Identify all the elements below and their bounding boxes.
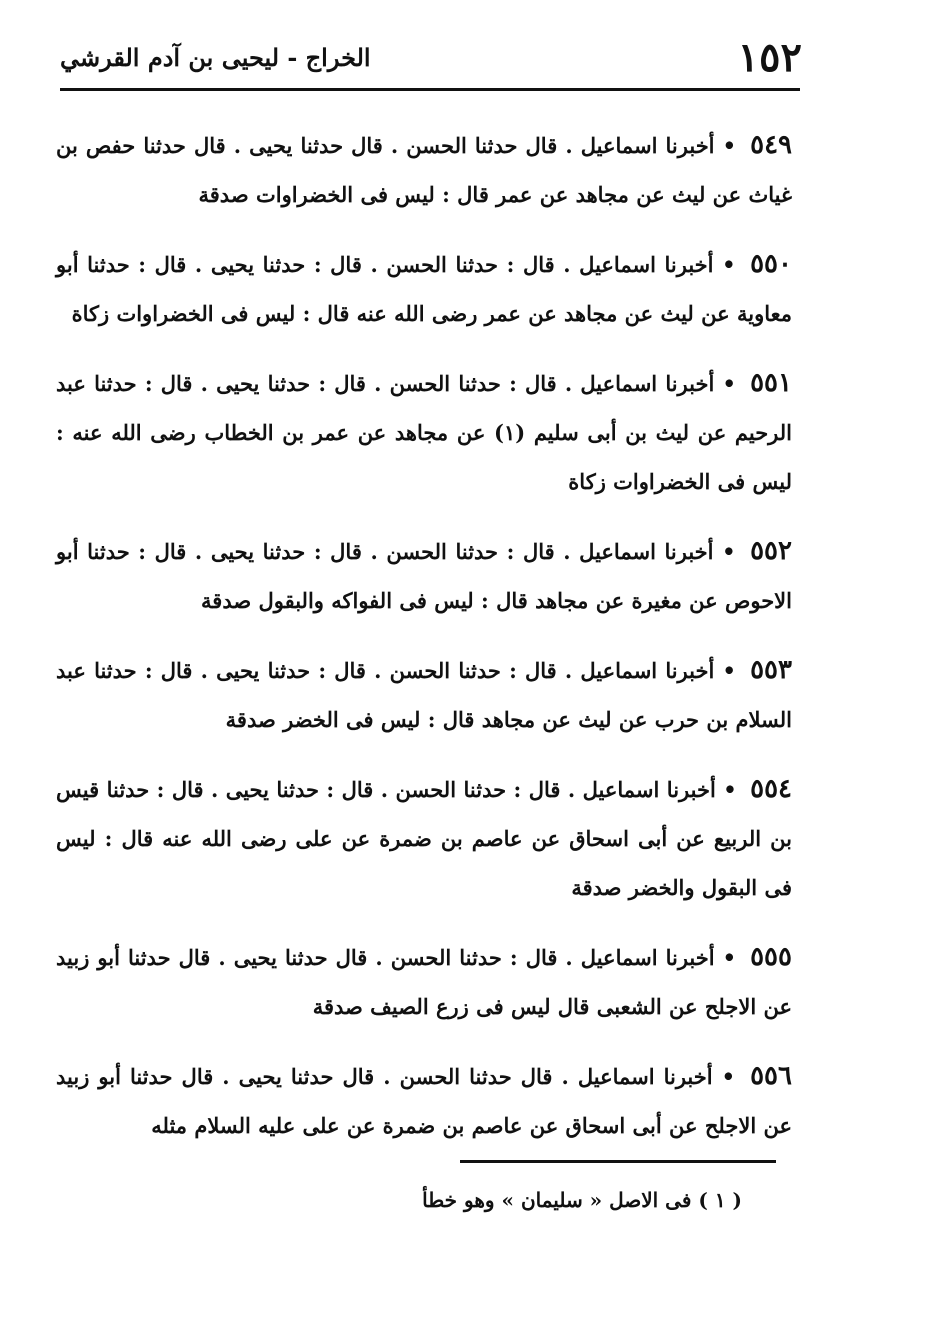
header-rule bbox=[60, 88, 800, 91]
entry-number: ٥٥٦ bbox=[750, 1061, 792, 1091]
footnote: ( ١ ) فى الاصل « سليمان » وهو خطأ bbox=[422, 1188, 742, 1212]
hadith-entry-554: ٥٥٤ • أخبرنا اسماعيل . قال : حدثنا الحسن . قال : حدثنا يحيى . قال : حدثنا قيس بن الربيع عن أبى اسحاق عن عاصم بن ضمرة عن على رضى الله عنه قال : ليس فى البقول والخضر صدقة bbox=[56, 774, 793, 900]
entry-text: أخبرنا اسماعيل . قال : حدثنا الحسن . قال : حدثنا يحيى . قال : حدثنا قيس بن الربيع عن أبى اسحاق عن عاصم بن ضمرة عن على رضى الله عنه قال : ليس فى البقول والخضر صدقة bbox=[56, 777, 792, 900]
entry-number: ٥٥١ bbox=[750, 368, 792, 398]
hadith-entry-555: ٥٥٥ • أخبرنا اسماعيل . قال : حدثنا الحسن . قال حدثنا يحيى . قال حدثنا أبو زبيد عن الاجلح عن الشعبى قال ليس فى زرع الصيف صدقة bbox=[56, 942, 792, 1019]
entry-number: ٥٥٤ bbox=[750, 774, 793, 804]
entry-text: أخبرنا اسماعيل . قال : حدثنا الحسن . قال : حدثنا يحيى . قال : حدثنا عبد السلام بن حرب عن ليث عن مجاهد قال : ليس فى الخضر صدقة bbox=[56, 658, 792, 732]
entry-text: أخبرنا اسماعيل . قال : حدثنا الحسن . قال : حدثنا يحيى . قال : حدثنا عبد الرحيم عن ليث بن أبى سليم (١) عن مجاهد عن عمر بن الخطاب رضى الله عنه : ليس فى الخضراوات زكاة bbox=[56, 371, 792, 494]
hadith-entry-551: ٥٥١ • أخبرنا اسماعيل . قال : حدثنا الحسن . قال : حدثنا يحيى . قال : حدثنا عبد الرحيم عن ليث بن أبى سليم (١) عن مجاهد عن عمر بن الخطاب رضى الله عنه : ليس فى الخضراوات زكاة bbox=[56, 368, 792, 494]
hadith-entry-550: ٥٥٠ • أخبرنا اسماعيل . قال : حدثنا الحسن . قال : حدثنا يحيى . قال : حدثنا أبو معاوية عن ليث عن مجاهد عن عمر رضى الله عنه قال : ليس فى الخضراوات زكاة bbox=[56, 249, 792, 326]
running-title: الخراج - ليحيى بن آدم القرشي bbox=[60, 42, 371, 72]
hadith-entry-549: ٥٤٩ • أخبرنا اسماعيل . قال حدثنا الحسن . قال حدثنا يحيى . قال حدثنا حفص بن غياث عن ليث عن مجاهد عن عمر قال : ليس فى الخضراوات صدقة bbox=[56, 130, 793, 207]
entry-number: ٥٥٢ bbox=[750, 536, 792, 566]
entry-text: أخبرنا اسماعيل . قال : حدثنا الحسن . قال : حدثنا يحيى . قال : حدثنا أبو معاوية عن ليث عن مجاهد عن عمر رضى الله عنه قال : ليس فى الخضراوات زكاة bbox=[56, 252, 792, 326]
hadith-entry-556: ٥٥٦ • أخبرنا اسماعيل . قال حدثنا الحسن . قال حدثنا يحيى . قال حدثنا أبو زبيد عن الاجلح عن أبى اسحاق عن عاصم بن ضمرة عن على عليه السلام مثله bbox=[56, 1061, 792, 1138]
hadith-list bbox=[56, 100, 792, 1156]
entry-text: أخبرنا اسماعيل . قال : حدثنا الحسن . قال : حدثنا يحيى . قال : حدثنا أبو الاحوص عن مغيرة عن مجاهد قال : ليس فى الفواكه والبقول صدقة bbox=[56, 539, 792, 613]
entry-number: ٥٥٣ bbox=[750, 655, 792, 685]
entry-number: ٥٥٠ bbox=[750, 249, 792, 279]
entry-text: أخبرنا اسماعيل . قال : حدثنا الحسن . قال حدثنا يحيى . قال حدثنا أبو زبيد عن الاجلح عن الشعبى قال ليس فى زرع الصيف صدقة bbox=[56, 945, 792, 1019]
page-header bbox=[60, 32, 802, 82]
entry-text: أخبرنا اسماعيل . قال حدثنا الحسن . قال حدثنا يحيى . قال حدثنا حفص بن غياث عن ليث عن مجاهد عن عمر قال : ليس فى الخضراوات صدقة bbox=[56, 133, 792, 207]
entry-number: ٥٤٩ bbox=[750, 130, 793, 160]
footnote-rule bbox=[460, 1160, 776, 1163]
entry-text: أخبرنا اسماعيل . قال حدثنا الحسن . قال حدثنا يحيى . قال حدثنا أبو زبيد عن الاجلح عن أبى اسحاق عن عاصم بن ضمرة عن على عليه السلام مثله bbox=[56, 1064, 792, 1138]
entry-number: ٥٥٥ bbox=[750, 942, 792, 972]
hadith-entry-552: ٥٥٢ • أخبرنا اسماعيل . قال : حدثنا الحسن . قال : حدثنا يحيى . قال : حدثنا أبو الاحوص عن مغيرة عن مجاهد قال : ليس فى الفواكه والبقول صدقة bbox=[56, 536, 792, 613]
hadith-entry-553: ٥٥٣ • أخبرنا اسماعيل . قال : حدثنا الحسن . قال : حدثنا يحيى . قال : حدثنا عبد السلام بن حرب عن ليث عن مجاهد قال : ليس فى الخضر صدقة bbox=[56, 655, 792, 732]
page-number: ١٥٢ bbox=[737, 33, 802, 81]
